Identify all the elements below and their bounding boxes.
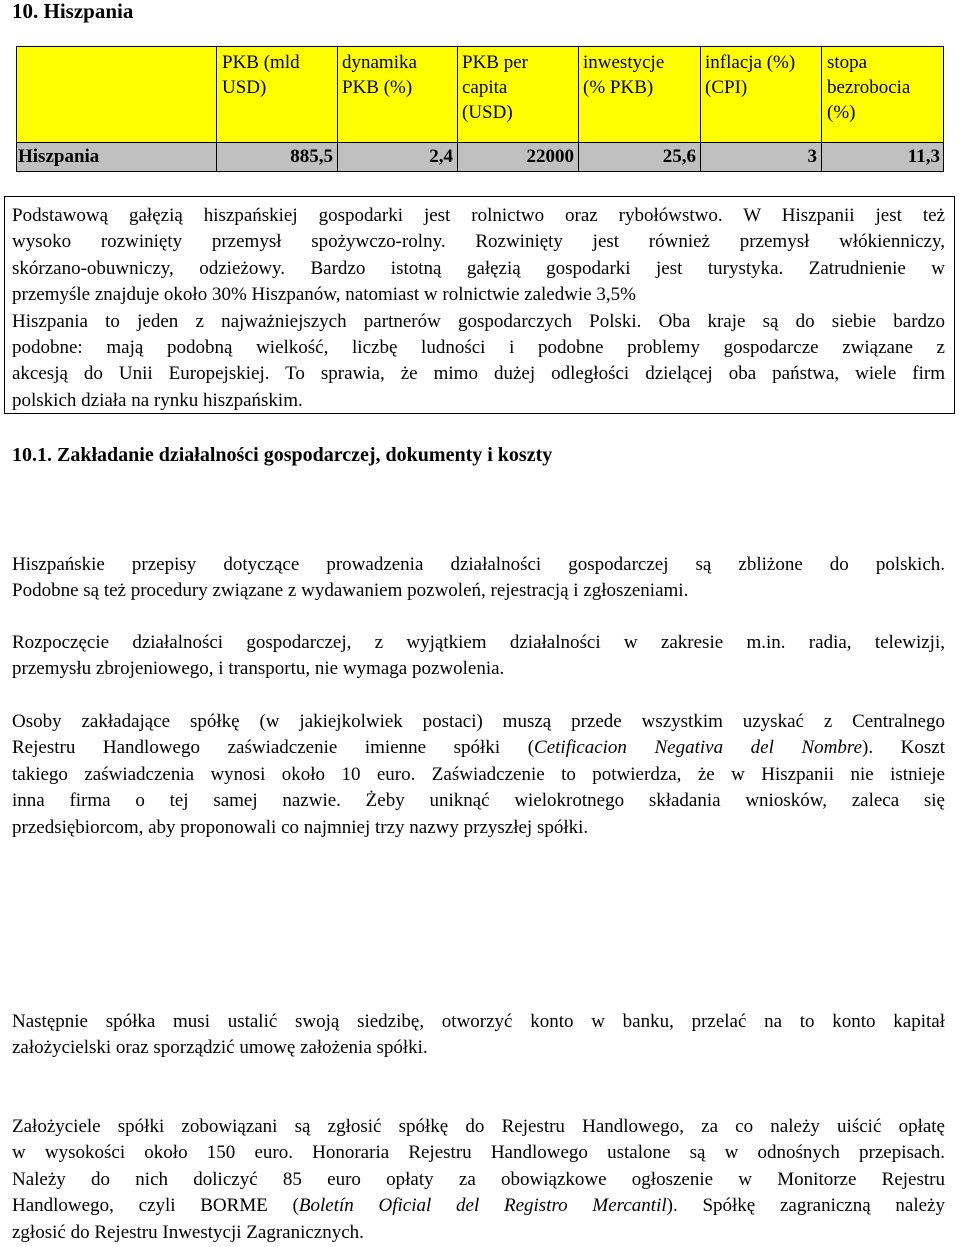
header-cell-bezrobocie: stopa bezrobocia (%): [827, 52, 911, 123]
cell-inwestycje-value: 25,6: [662, 146, 696, 167]
header-cell-inflacja: inflacja (%) (CPI): [705, 52, 796, 98]
italic-term: Boletín Oficial del Registro Mercantil: [298, 1195, 667, 1217]
info-paragraph: Podstawową gałęzią hiszpańskiej gospodarki jest rolnictwo oraz rybołówstwo. W Hiszpanii jest też wysoko rozwinięty przemysł spożywczo-rolny. Rozwinięty jest również przemysł włókienniczy, skórzano-obuwniczy, odzieżowy. Bardzo istotną gałęzią gospodarki jest turystyka. Zatrudnienie w przemyśle znajduje około 30% Hiszpanów, natomiast w rolnictwie zaledwie 3,5% Hiszpania to jeden z najważniejszych partnerów gospodarczych Polski. Oba kraje są do siebie bardzo podobne: mają podobną wielkość, liczbę ludności i podobne problemy gospodarcze związane z akcesją do Unii Europejskiej. To sprawia, że mimo dużej odległości dzielącej oba państwa, wiele firm polskich działa na rynku hiszpańskim.: [12, 205, 945, 411]
cell-inflacja-value: 3: [807, 146, 817, 167]
section-title: 10. Hiszpania: [12, 0, 134, 23]
cell-bezrobocie-value: 11,3: [907, 146, 940, 167]
paragraph-permits: Rozpoczęcie działalności gospodarczej, z wyjątkiem działalności w zakresie m.in. radia, telewizji, przemysłu zbrojeniowego, i transportu, nie wymaga pozwolenia.: [12, 632, 945, 680]
row-label-country: Hiszpania: [18, 146, 100, 167]
header-cell-pkb: PKB (mld USD): [222, 52, 300, 98]
header-cell-inwestycje: inwestycje (% PKB): [583, 52, 665, 98]
header-cell-dynamika: dynamika PKB (%): [342, 52, 417, 98]
paragraph-regulations: Hiszpańskie przepisy dotyczące prowadzenia działalności gospodarczej są zbliżone do polskich. Podobne są też procedury związane z wydawaniem pozwoleń, rejestracją i zgłoszeniami.: [12, 554, 945, 602]
paragraph-registration: Osoby zakładające spółkę (w jakiejkolwiek postaci) muszą przede wszystkim uzyskać z Centralnego Rejestru Handlowego zaświadczenie imienne spółki (Cetificacion Negativa del Nombre). Koszt takiego zaświadczenia wynosi około 10 euro. Zaświadczenie to potwierdza, że w Hiszpanii nie istnieje inna firma o tej samej nazwie. Żeby uniknąć wielokrotnego składania wniosków, zaleca się przedsiębiorcom, aby proponowali co najmniej trzy nazwy przyszłej spółki.: [12, 711, 946, 838]
subsection-title: 10.1. Zakładanie działalności gospodarczej, dokumenty i koszty: [12, 444, 553, 466]
header-cell-pkb-per-capita: PKB per capita (USD): [462, 52, 528, 123]
cell-pkb-per-capita-value: 22000: [526, 146, 574, 167]
cell-pkb-value: 885,5: [290, 146, 333, 167]
italic-term: Cetificacion Negativa del Nombre: [534, 737, 863, 759]
cell-dynamika-value: 2,4: [429, 146, 453, 167]
paragraph-capital: Następnie spółka musi ustalić swoją siedzibę, otworzyć konto w banku, przelać na to konto kapitał założycielski oraz sporządzić umowę założenia spółki.: [12, 1011, 945, 1059]
paragraph-fees: Założyciele spółki zobowiązani są zgłosić spółkę do Rejestru Handlowego, za co należy uiścić opłatę w wysokości około 150 euro. Honoraria Rejestru Handlowego ustalone są w odnośnych przepisach. Należy do nich doliczyć 85 euro opłaty za obowiązkowe ogłoszenie w Monitorze Rejestru Handlowego, czyli BORME (Boletín Oficial del Registro Mercantil). Spółkę zagraniczną należy zgłosić do Rejestru Inwestycji Zagranicznych.: [12, 1116, 945, 1243]
